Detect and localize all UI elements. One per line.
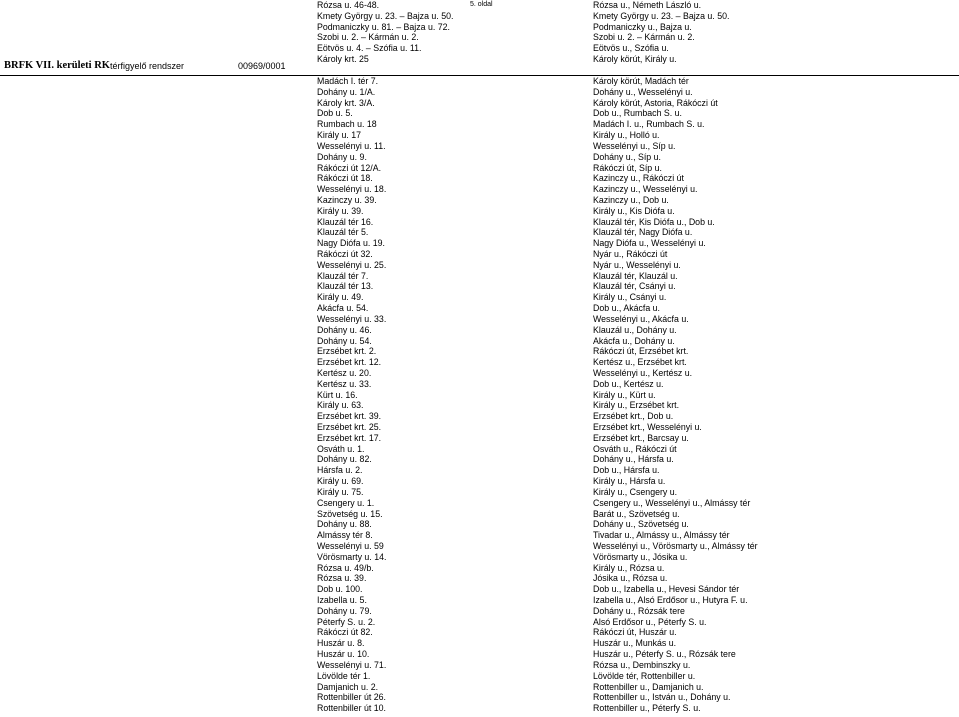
camera-location: Barát u., Szövetség u. [593, 508, 680, 519]
camera-address: Rákóczi út 82. [317, 627, 373, 638]
camera-address: Podmaniczky u. 81. – Bajza u. 72. [317, 21, 451, 32]
page-number: 5. oldal [470, 1, 493, 8]
camera-location: Dob u., Hársfa u. [593, 465, 660, 476]
camera-location: Klauzál tér, Csányi u. [593, 281, 676, 292]
camera-location: Lövölde tér, Rottenbiller u. [593, 670, 696, 681]
camera-location: Király u., Rózsa u. [593, 562, 665, 573]
camera-location: Wesselényi u., Síp u. [593, 140, 676, 151]
camera-location: Rottenbiller u., Damjanich u. [593, 681, 704, 692]
camera-location: Rózsa u., Németh László u. [593, 0, 702, 10]
camera-address: Dob u. 100. [317, 584, 363, 595]
camera-address: Dohány u. 1/A. [317, 86, 376, 97]
camera-location: Alsó Erdősor u., Péterfy S. u. [593, 616, 707, 627]
document-code: 00969/0001 [238, 61, 286, 71]
camera-address: Wesselényi u. 18. [317, 184, 387, 195]
camera-address: Péterfy S. u. 2. [317, 616, 376, 627]
camera-address: Dohány u. 82. [317, 454, 372, 465]
camera-location: Csengery u., Wesselényi u., Almássy tér [593, 497, 751, 508]
camera-address: Dohány u. 88. [317, 519, 372, 530]
camera-location: Rottenbiller u., István u., Dohány u. [593, 692, 731, 703]
camera-address: Csengery u. 1. [317, 497, 375, 508]
camera-location: Király u., Kis Diófa u. [593, 205, 675, 216]
camera-address: Klauzál tér 7. [317, 270, 369, 281]
camera-address: Nagy Diófa u. 19. [317, 238, 385, 249]
camera-address: Wesselényi u. 11. [317, 140, 386, 151]
camera-location: Vörösmarty u., Jósika u. [593, 551, 688, 562]
camera-address: Király u. 69. [317, 476, 364, 487]
camera-address: Kertész u. 33. [317, 378, 372, 389]
camera-address: Szobi u. 2. – Kármán u. 2. [317, 32, 419, 43]
camera-address: Rákóczi út 12/A. [317, 162, 382, 173]
camera-address: Vörösmarty u. 14. [317, 551, 387, 562]
camera-location: Eötvös u., Szófia u. [593, 43, 669, 54]
camera-location: Rákóczi út, Síp u. [593, 162, 662, 173]
camera-address: Huszár u. 10. [317, 649, 370, 660]
camera-address: Huszár u. 8. [317, 638, 365, 649]
camera-address: Madách I. tér 7. [317, 76, 379, 86]
camera-address: Kürt u. 16. [317, 389, 358, 400]
camera-location: Dohány u., Wesselényi u. [593, 86, 693, 97]
camera-location: Király u., Hársfa u. [593, 476, 666, 487]
camera-address: Dohány u. 79. [317, 605, 372, 616]
camera-address: Kazinczy u. 39. [317, 194, 377, 205]
camera-address: Erzsébet krt. 12. [317, 357, 382, 368]
camera-address: Kmety György u. 23. – Bajza u. 50. [317, 10, 454, 21]
camera-location: Károly körút, Király u. [593, 54, 677, 65]
camera-location: Wesselényi u., Akácfa u. [593, 313, 689, 324]
camera-location: Rákóczi út, Huszár u. [593, 627, 677, 638]
camera-address: Rákóczi út 32. [317, 249, 373, 259]
camera-address: Rózsa u. 46-48. [317, 0, 380, 10]
camera-address: Erzsébet krt. 39. [317, 411, 382, 422]
camera-address: Károly krt. 25 [317, 54, 369, 65]
camera-address: Rottenbiller út 10. [317, 703, 386, 714]
camera-address: Rózsa u. 39. [317, 573, 367, 584]
camera-address: Klauzál tér 16. [317, 216, 374, 227]
camera-address: Dohány u. 54. [317, 335, 372, 346]
camera-location: Akácfa u., Dohány u. [593, 335, 675, 346]
camera-location: Erzsébet krt., Wesselényi u. [593, 422, 702, 432]
top-location-column [593, 0, 729, 65]
camera-location: Huszár u., Munkás u. [593, 638, 677, 649]
camera-location: Nyár u., Wesselényi u. [593, 259, 681, 270]
camera-address: Király u. 63. [317, 400, 364, 411]
camera-location: Tivadar u., Almássy u., Almássy tér [593, 530, 730, 541]
camera-location: Dob u., Kertész u. [593, 378, 664, 389]
camera-address: Osváth u. 1. [317, 443, 365, 454]
camera-address: Lövölde tér 1. [317, 670, 371, 681]
camera-address: Károly krt. 3/A. [317, 97, 375, 108]
camera-location: Károly körút, Madách tér [593, 76, 689, 86]
top-address-column [317, 0, 453, 65]
camera-location: Király u., Csengery u. [593, 486, 678, 497]
camera-location: Wesselényi u., Kertész u. [593, 367, 693, 378]
camera-address: Damjanich u. 2. [317, 681, 379, 692]
camera-address: Eötvös u. 4. – Szófia u. 11. [317, 43, 422, 54]
system-name: térfigyelő rendszer [110, 61, 185, 71]
camera-location: Dob u., Rumbach S. u. [593, 108, 682, 119]
camera-address: Akácfa u. 54. [317, 303, 369, 314]
camera-location: Kertész u., Erzsébet krt. [593, 357, 687, 368]
camera-address: Wesselényi u. 71. [317, 659, 387, 670]
camera-location: Dohány u., Síp u. [593, 151, 661, 162]
camera-location: Dohány u., Szövetség u. [593, 519, 689, 530]
org-name: BRFK VII. kerületi RK [4, 60, 110, 71]
camera-address: Kertész u. 20. [317, 367, 372, 378]
camera-location: Dohány u., Hársfa u. [593, 454, 674, 465]
camera-address: Dob u. 5. [317, 108, 353, 119]
camera-location: Kmety György u. 23. – Bajza u. 50. [593, 10, 730, 21]
camera-address: Dohány u. 9. [317, 151, 367, 162]
camera-location: Wesselényi u., Vörösmarty u., Almássy tér [593, 540, 758, 551]
camera-address: Wesselényi u. 59 [317, 540, 384, 551]
camera-location: Dohány u., Rózsák tere [593, 605, 685, 616]
camera-address: Szövetség u. 15. [317, 508, 383, 519]
camera-location: Dob u., Akácfa u. [593, 303, 660, 314]
camera-address: Erzsébet krt. 17. [317, 432, 382, 443]
camera-location: Jósika u., Rózsa u. [593, 573, 668, 584]
camera-address: Rottenbiller út 26. [317, 692, 386, 703]
camera-location: Kazinczy u., Wesselényi u. [593, 184, 698, 195]
camera-address: Rózsa u. 49/b. [317, 562, 374, 573]
camera-location: Kazinczy u., Rákóczi út [593, 173, 684, 184]
camera-address: Dohány u. 46. [317, 324, 372, 335]
camera-address: Király u. 17 [317, 130, 362, 141]
camera-location: Podmaniczky u., Bajza u. [593, 21, 692, 32]
camera-location: Erzsébet krt., Barcsay u. [593, 432, 689, 443]
camera-address: Almássy tér 8. [317, 530, 373, 541]
camera-location: Madách I. u., Rumbach S. u. [593, 119, 705, 130]
camera-location: Huszár u., Péterfy S. u., Rózsák tere [593, 649, 736, 660]
camera-address: Klauzál tér 5. [317, 227, 369, 238]
camera-address: Király u. 39. [317, 205, 364, 216]
address-column [317, 76, 386, 714]
camera-address: Király u. 49. [317, 292, 364, 303]
camera-location: Osváth u., Rákóczi út [593, 443, 677, 454]
camera-address: Wesselényi u. 33. [317, 313, 387, 324]
camera-address: Erzsébet krt. 25. [317, 422, 382, 432]
camera-location: Károly körút, Astoria, Rákóczi út [593, 97, 718, 108]
camera-address: Rumbach u. 18 [317, 119, 377, 130]
header-divider [0, 75, 317, 76]
camera-location: Rákóczi út, Erzsébet krt. [593, 346, 689, 357]
camera-address: Rákóczi út 18. [317, 173, 373, 184]
camera-address: Wesselényi u. 25. [317, 259, 387, 270]
camera-address: Erzsébet krt. 2. [317, 346, 377, 357]
camera-location: Király u., Kürt u. [593, 389, 656, 400]
location-column [593, 76, 758, 714]
camera-location: Nagy Diófa u., Wesselényi u. [593, 238, 706, 249]
camera-location: Izabella u., Alsó Erdősor u., Hutyra F. u. [593, 595, 748, 605]
camera-location: Rottenbiller u., Péterfy S. u. [593, 703, 701, 714]
camera-location: Nyár u., Rákóczi út [593, 249, 668, 259]
camera-address: Klauzál tér 13. [317, 281, 374, 292]
camera-address: Izabella u. 5. [317, 595, 367, 605]
camera-location: Klauzál u., Dohány u. [593, 324, 677, 335]
camera-location: Király u., Holló u. [593, 130, 660, 141]
camera-location: Erzsébet krt., Dob u. [593, 411, 674, 422]
camera-location: Klauzál tér, Nagy Diófa u. [593, 227, 693, 238]
camera-location: Klauzál tér, Klauzál u. [593, 270, 678, 281]
camera-location: Rózsa u., Dembinszky u. [593, 659, 691, 670]
camera-location: Kazinczy u., Dob u. [593, 194, 669, 205]
camera-location: Dob u., Izabella u., Hevesi Sándor tér [593, 584, 740, 595]
camera-location: Király u., Csányi u. [593, 292, 667, 303]
camera-location: Klauzál tér, Kis Diófa u., Dob u. [593, 216, 715, 227]
camera-location: Szobi u. 2. – Kármán u. 2. [593, 32, 695, 43]
camera-location: Király u., Erzsébet krt. [593, 400, 680, 411]
camera-address: Király u. 75. [317, 486, 364, 497]
camera-address: Hársfa u. 2. [317, 465, 363, 476]
